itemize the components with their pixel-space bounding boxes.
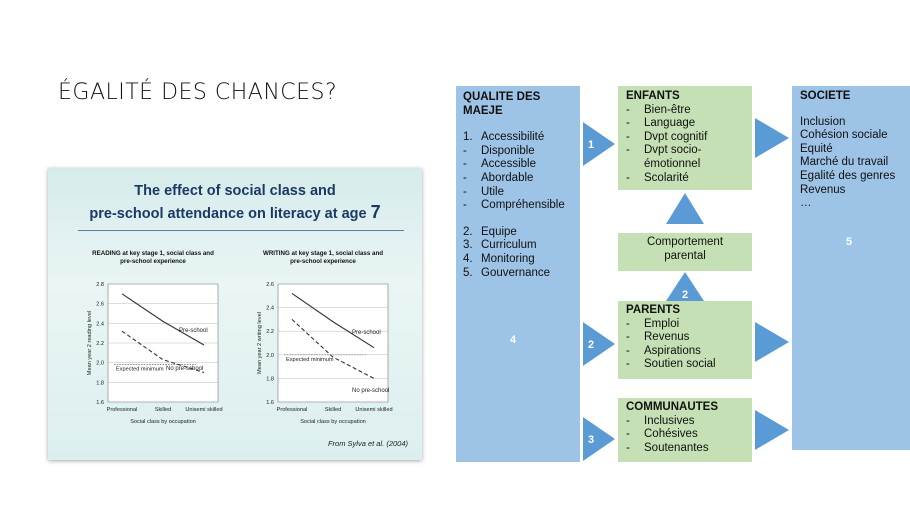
y-tick-label: 2.6 [266,282,274,288]
qualite-item [463,172,573,186]
series-label: No pre-school [166,366,204,372]
societe-item: … [800,197,812,210]
qualite-item [463,226,573,240]
parents-item-text: Soutien social [644,358,716,371]
figure-source: From Sylva et al. (2004) [327,439,408,448]
chart-title-line1: WRITING at key stage 1, social class and [262,250,384,257]
qualite-item-text: Monitoring [481,252,535,265]
y-tick-label: 2.4 [266,305,274,312]
parents-item [626,358,744,372]
series-label: Pre-school [352,330,381,336]
arrow-parents-societe [755,322,789,362]
qualite-number: 4 [510,334,517,346]
y-tick-label: 2.0 [96,360,104,367]
figure-divider [78,230,404,231]
qualite-item-marker: 4. [463,252,473,265]
arrow-communautes-societe [755,410,789,450]
plot-area [278,284,388,402]
enfants-item-text: émotionnel [644,157,701,170]
figure-title [48,181,422,225]
qualite-item [463,199,573,213]
enfants-item-text: Bien-être [644,103,691,116]
y-tick-label: 1.8 [96,380,104,387]
parents-item-text: Aspirations [644,344,701,357]
enfants-list [626,104,744,186]
qualite-item-text: Disponible [481,144,535,157]
qualite-item-marker: 1. [463,131,473,144]
comportement-box [618,233,752,271]
x-axis-label: Social class by occupation [130,419,196,425]
societe-head: SOCIETE [800,90,851,102]
enfants-item-text: Dvpt socio- [644,144,702,157]
figure-title-line1: The effect of social class and [134,183,336,199]
parents-item-marker: - [626,344,630,357]
writing-chart [238,244,408,434]
qualite-head: QUALITE DES MAEJE [463,91,541,117]
parents-item [626,345,744,359]
communautes-item-marker: - [626,428,630,441]
figure-title-age: 7 [370,202,381,222]
enfants-item-marker: - [626,171,630,184]
qualite-item-text: Compréhensible [481,199,565,212]
enfants-item [626,104,744,118]
y-tick-label: 1.6 [96,400,104,406]
societe-number: 5 [846,236,853,248]
enfants-item-marker: - [626,130,630,143]
societe-item: Equité [800,142,833,155]
x-tick-label: Professional [106,407,138,413]
communautes-item-marker: - [626,441,630,454]
y-tick-label: 2.4 [96,321,104,328]
slide-title: ÉGALITÉ DES CHANCES? [58,80,338,105]
societe-item: Revenus [800,183,846,196]
qualite-item-marker: 3. [463,239,473,252]
qualite-item-marker: - [463,185,467,198]
enfants-item [626,172,744,186]
societe-item: Inclusion [800,115,846,128]
qualite-item-marker: - [463,158,467,171]
y-tick-label: 2.2 [266,329,274,336]
communautes-item-text: Inclusives [644,414,695,427]
parents-list [626,318,744,372]
societe-item: Cohésion sociale [800,129,888,142]
communautes-item [626,428,744,442]
communautes-item-text: Soutenantes [644,441,709,454]
enfants-item-marker [626,158,644,172]
parents-item [626,318,744,332]
comportement-line1: Comportement [646,236,724,248]
enfants-item-text: Language [644,117,696,130]
communautes-box [618,398,752,462]
enfants-item [626,144,744,158]
enfants-item [626,158,744,172]
qualite-box [456,86,580,462]
enfants-item-text: Dvpt cognitif [644,130,708,143]
qualite-item-text: Equipe [481,225,517,238]
qualite-group1 [463,131,573,213]
enfants-item-marker: - [626,117,630,130]
arrow-qualite-parents [580,322,618,366]
series-label: No pre-school [352,388,390,394]
parents-item-marker: - [626,331,630,344]
y-tick-label: 2.6 [96,301,104,308]
arrow-qualite-enfants [580,122,618,166]
qualite-item-text: Accessibilité [481,131,545,144]
societe-list [800,116,902,211]
qualite-item-marker: - [463,171,467,184]
parents-item-marker: - [626,358,630,371]
x-tick-label: Skilled [154,407,172,413]
y-tick-label: 2.8 [96,282,104,288]
qualite-item-text: Accessible [481,158,536,171]
parents-box [618,301,752,379]
chart-title-line2: pre-school experience [290,258,356,265]
parents-item-text: Emploi [644,317,680,330]
qualite-item-text: Utile [481,185,505,198]
expected-minimum-label: Expected minimum [286,356,334,363]
qualite-item [463,267,573,281]
arrow-comportement-enfants [666,193,704,225]
communautes-head: COMMUNAUTES [626,401,718,413]
enfants-item [626,117,744,131]
enfants-head: ENFANTS [626,90,680,102]
qualite-item-marker: - [463,199,467,212]
arrow-enfants-societe [755,118,789,158]
arrow-1-label: 1 [588,139,595,151]
y-axis-label: Mean year 2 reading level [87,310,93,376]
x-tick-label: Unisemi skilled [355,407,393,413]
chart-title-line1: READING at key stage 1, social class and [92,250,214,257]
reading-chart [68,244,238,434]
arrow-up-2-label: 2 [682,289,689,301]
communautes-list [626,415,744,456]
communautes-item [626,415,744,429]
enfants-item-marker: - [626,144,630,157]
parents-item [626,331,744,345]
qualite-item-text: Abordable [481,171,534,184]
societe-box [792,86,910,450]
societe-item: Egalité des genres [800,169,896,182]
societe-item: Marché du travail [800,156,889,169]
communautes-item-text: Cohésives [644,428,698,441]
parents-item-text: Revenus [644,331,690,344]
qualite-item-marker: - [463,144,467,157]
qualite-item [463,239,573,253]
literacy-figure [48,168,422,460]
arrow-2-label: 2 [588,339,595,351]
qualite-group2 [463,226,573,280]
y-tick-label: 2.0 [266,352,274,359]
enfants-item-marker: - [626,103,630,116]
parents-item-marker: - [626,317,630,330]
comportement-line2: parental [664,249,706,262]
y-tick-label: 2.2 [96,341,104,347]
figure-title-line2: pre-school attendance on literacy at age 7 [89,202,381,222]
chart-title-line2: pre-school experience [120,258,186,265]
qualite-item [463,158,573,172]
qualite-item-text: Gouvernance [481,266,551,279]
enfants-item [626,131,744,145]
y-tick-label: 1.6 [266,400,274,406]
y-axis-label: Mean year 2 writing level [257,312,263,374]
arrow-qualite-communautes [580,417,618,461]
qualite-item-marker: 5. [463,266,473,279]
x-tick-label: Skilled [324,407,342,413]
enfants-item-text: Scolarité [644,171,689,184]
x-tick-label: Unisemi skilled [185,407,223,413]
x-tick-label: Professional [276,407,308,413]
communautes-item-marker: - [626,414,630,427]
enfants-box [618,86,752,190]
arrow-3-label: 3 [588,434,595,446]
qualite-item-marker: 2. [463,225,473,238]
qualite-item [463,145,573,159]
series-label: Pre-school [179,328,208,334]
x-axis-label: Social class by occupation [300,419,366,425]
arrow-parents-comportement [666,272,704,301]
qualite-item-text: Curriculum [481,239,537,252]
qualite-item [463,131,573,145]
communautes-item [626,442,744,456]
parents-head: PARENTS [626,304,681,316]
y-tick-label: 1.8 [266,376,274,383]
expected-minimum-label: Expected minimum [116,366,164,373]
qualite-item [463,186,573,200]
qualite-item [463,253,573,267]
